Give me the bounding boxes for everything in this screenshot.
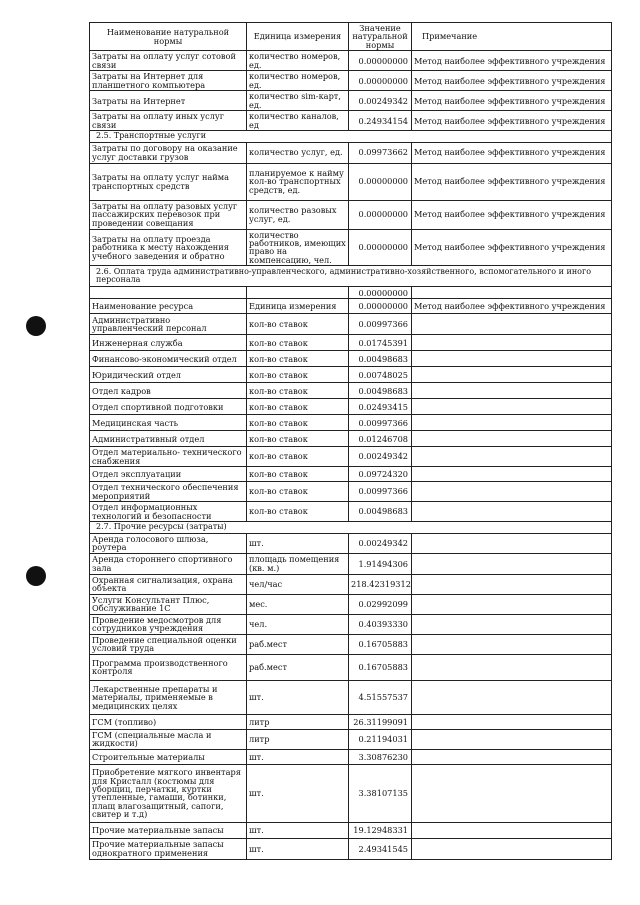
table-row (90, 367, 612, 383)
cell-unit: кол-во ставок (247, 351, 349, 367)
table-body (90, 51, 612, 860)
cell-note (412, 534, 612, 554)
table-row (90, 51, 612, 71)
cell-name: Административно управленческий персонал (90, 314, 247, 335)
cell-name: Прочие материальные запасы (90, 822, 247, 838)
cell-note (412, 764, 612, 822)
cell-name: Услуги Консультант Плюс, Обслуживание 1С (90, 594, 247, 614)
cell-unit: шт. (247, 680, 349, 714)
table-row (90, 351, 612, 367)
cell-name: Юридический отдел (90, 367, 247, 383)
table-row (90, 314, 612, 335)
cell-note (412, 594, 612, 614)
cell-note (412, 553, 612, 574)
cell-value: 218.42319312 (349, 574, 412, 594)
cell-note (412, 383, 612, 399)
cell-name: Проведение специальной оценки условий труда (90, 634, 247, 654)
cell-value: 0.21194031 (349, 729, 412, 749)
cell-note (412, 431, 612, 447)
table-row (90, 553, 612, 574)
cell-value: 0.00249342 (349, 534, 412, 554)
cell-unit: шт. (247, 534, 349, 554)
cell-unit: шт. (247, 749, 349, 764)
cell-note (412, 335, 612, 351)
table-row (90, 415, 612, 431)
cell-note: Метод наиболее эффективного учреждения (412, 229, 612, 266)
cell-note (412, 729, 612, 749)
norms-table (89, 22, 612, 860)
table-row (90, 287, 612, 299)
table-row (90, 91, 612, 111)
cell-value: 0.01246708 (349, 431, 412, 447)
cell-unit: кол-во ставок (247, 383, 349, 399)
table-row (90, 502, 612, 522)
table-row (90, 574, 612, 594)
table-row (90, 822, 612, 838)
cell-unit: количество разовых услуг, ед. (247, 200, 349, 229)
cell-value: 0.00498683 (349, 383, 412, 399)
cell-name: Охранная сигнализация, охрана объекта (90, 574, 247, 594)
cell-name: Наименование ресурса (90, 299, 247, 314)
cell-name: Прочие материальные запасы однократного применения (90, 838, 247, 859)
cell-name: Затраты на оплату услуг сотовой связи (90, 51, 247, 71)
table-row (90, 399, 612, 415)
cell-unit (247, 287, 349, 299)
cell-note: Метод наиболее эффективного учреждения (412, 163, 612, 200)
cell-name: Лекарственные препараты и материалы, применяемые в медицинских целях (90, 680, 247, 714)
cell-note (412, 367, 612, 383)
cell-name: Отдел материально- технического снабжения (90, 447, 247, 467)
cell-note (412, 287, 612, 299)
cell-name: Затраты на оплату услуг найма транспортных средств (90, 163, 247, 200)
section-header-row (90, 522, 612, 534)
cell-value: 2.49341545 (349, 838, 412, 859)
table-row (90, 447, 612, 467)
cell-name (90, 287, 247, 299)
table-row (90, 383, 612, 399)
cell-note (412, 399, 612, 415)
section-title: 2.7. Прочие ресурсы (затраты) (90, 522, 612, 534)
cell-unit: кол-во ставок (247, 367, 349, 383)
cell-value: 0.00498683 (349, 351, 412, 367)
cell-value: 0.09724320 (349, 467, 412, 482)
cell-value: 0.09973662 (349, 142, 412, 163)
cell-value: 0.00997366 (349, 415, 412, 431)
cell-unit: Единица измерения (247, 299, 349, 314)
cell-unit: количество работников, имеющих право на компенсацию, чел. (247, 229, 349, 266)
header-value: Значение натуральной нормы (349, 23, 412, 51)
cell-unit: количество sim-карт, ед. (247, 91, 349, 111)
table-row (90, 200, 612, 229)
table-row (90, 714, 612, 729)
cell-unit: количество каналов, ед (247, 111, 349, 131)
cell-value: 0.00997366 (349, 482, 412, 502)
table-row (90, 71, 612, 91)
cell-name: ГСМ (топливо) (90, 714, 247, 729)
header-note: Примечание (412, 23, 612, 51)
cell-name: Строительные материалы (90, 749, 247, 764)
cell-unit: кол-во ставок (247, 482, 349, 502)
cell-note: Метод наиболее эффективного учреждения (412, 71, 612, 91)
cell-note (412, 314, 612, 335)
cell-name: Затраты на оплату разовых услуг пассажирских перевозок при проведении совещания (90, 200, 247, 229)
cell-note (412, 822, 612, 838)
cell-value: 0.00000000 (349, 287, 412, 299)
cell-note (412, 654, 612, 680)
cell-name: Отдел кадров (90, 383, 247, 399)
cell-unit: кол-во ставок (247, 502, 349, 522)
cell-unit: количество номеров, ед. (247, 71, 349, 91)
cell-note (412, 714, 612, 729)
cell-note (412, 351, 612, 367)
cell-note (412, 574, 612, 594)
cell-unit: шт. (247, 764, 349, 822)
cell-unit: раб.мест (247, 654, 349, 680)
cell-value: 0.00000000 (349, 71, 412, 91)
cell-value: 26.31199091 (349, 714, 412, 729)
cell-value: 0.16705883 (349, 634, 412, 654)
section-header-row (90, 266, 612, 287)
table-header-row (90, 23, 612, 51)
cell-unit: раб.мест (247, 634, 349, 654)
cell-note (412, 482, 612, 502)
cell-value: 0.01745391 (349, 335, 412, 351)
cell-note: Метод наиболее эффективного учреждения (412, 200, 612, 229)
cell-value: 0.16705883 (349, 654, 412, 680)
cell-note (412, 749, 612, 764)
table-row (90, 749, 612, 764)
cell-name: Отдел эксплуатации (90, 467, 247, 482)
table-row (90, 634, 612, 654)
table-row (90, 142, 612, 163)
cell-note (412, 614, 612, 634)
cell-value: 0.00000000 (349, 51, 412, 71)
cell-value: 0.00748025 (349, 367, 412, 383)
cell-note (412, 838, 612, 859)
cell-value: 0.00000000 (349, 200, 412, 229)
cell-value: 1.91494306 (349, 553, 412, 574)
table-row (90, 614, 612, 634)
cell-note: Метод наиболее эффективного учреждения (412, 299, 612, 314)
cell-unit: кол-во ставок (247, 314, 349, 335)
cell-value: 0.00997366 (349, 314, 412, 335)
cell-note (412, 502, 612, 522)
cell-value: 0.02493415 (349, 399, 412, 415)
cell-name: Затраты на оплату проезда работника к месту нахождения учебного заведения и обратно (90, 229, 247, 266)
cell-unit: количество номеров, ед. (247, 51, 349, 71)
cell-name: Проведение медосмотров для сотрудников учреждения (90, 614, 247, 634)
table-row (90, 764, 612, 822)
cell-unit: литр (247, 714, 349, 729)
cell-unit: кол-во ставок (247, 335, 349, 351)
cell-value: 3.38107135 (349, 764, 412, 822)
cell-name: Затраты на Интернет для планшетного компьютера (90, 71, 247, 91)
cell-unit: кол-во ставок (247, 431, 349, 447)
cell-value: 0.00000000 (349, 229, 412, 266)
cell-name: Затраты по договору на оказание услуг доставки грузов (90, 142, 247, 163)
table-row (90, 335, 612, 351)
header-unit: Единица измерения (247, 23, 349, 51)
table-row (90, 482, 612, 502)
table-row (90, 431, 612, 447)
cell-unit: кол-во ставок (247, 447, 349, 467)
cell-name: Медицинская часть (90, 415, 247, 431)
cell-value: 0.40393330 (349, 614, 412, 634)
cell-name: Аренда голосового шлюза, роутера (90, 534, 247, 554)
cell-value: 0.00249342 (349, 91, 412, 111)
cell-unit: площадь помещения (кв. м.) (247, 553, 349, 574)
cell-name: Приобретение мягкого инвентаря для Кристалл (костюмы для уборщиц, перчатки, куртки утепленные, гамаши, ботинки, плащ влагозащитный, сапоги, свитер и т.д) (90, 764, 247, 822)
table-row (90, 534, 612, 554)
cell-value: 19.12948331 (349, 822, 412, 838)
table-row (90, 299, 612, 314)
cell-value: 4.51557537 (349, 680, 412, 714)
cell-name: Инженерная служба (90, 335, 247, 351)
cell-name: Программа производственного контроля (90, 654, 247, 680)
cell-name: Административный отдел (90, 431, 247, 447)
punch-hole-bottom (26, 566, 46, 586)
punch-hole-top (26, 316, 46, 336)
table-row (90, 838, 612, 859)
cell-unit: чел/час (247, 574, 349, 594)
cell-note: Метод наиболее эффективного учреждения (412, 91, 612, 111)
cell-note: Метод наиболее эффективного учреждения (412, 142, 612, 163)
cell-value: 3.30876230 (349, 749, 412, 764)
table-row (90, 229, 612, 266)
cell-unit: кол-во ставок (247, 415, 349, 431)
cell-note (412, 415, 612, 431)
table-row (90, 680, 612, 714)
table-row (90, 467, 612, 482)
cell-name: Отдел технического обеспечения мероприятий (90, 482, 247, 502)
table-row (90, 111, 612, 131)
cell-name: ГСМ (специальные масла и жидкости) (90, 729, 247, 749)
cell-unit: кол-во ставок (247, 467, 349, 482)
cell-name: Аренда стороннего спортивного зала (90, 553, 247, 574)
cell-value: 0.00000000 (349, 163, 412, 200)
cell-name: Затраты на Интернет (90, 91, 247, 111)
cell-unit: литр (247, 729, 349, 749)
cell-unit: планируемое к найму кол-во транспортных средств, ед. (247, 163, 349, 200)
cell-note (412, 447, 612, 467)
cell-name: Отдел информационных технологий и безопасности (90, 502, 247, 522)
cell-unit: шт. (247, 838, 349, 859)
cell-unit: мес. (247, 594, 349, 614)
table-row (90, 594, 612, 614)
cell-note: Метод наиболее эффективного учреждения (412, 111, 612, 131)
cell-unit: количество услуг, ед. (247, 142, 349, 163)
table-row (90, 654, 612, 680)
cell-name: Затраты на оплату иных услуг связи (90, 111, 247, 131)
cell-unit: чел. (247, 614, 349, 634)
cell-unit: кол-во ставок (247, 399, 349, 415)
cell-note: Метод наиболее эффективного учреждения (412, 51, 612, 71)
cell-note (412, 467, 612, 482)
table-row (90, 729, 612, 749)
cell-value: 0.00000000 (349, 299, 412, 314)
table-row (90, 163, 612, 200)
cell-value: 0.00498683 (349, 502, 412, 522)
cell-value: 0.24934154 (349, 111, 412, 131)
cell-value: 0.00249342 (349, 447, 412, 467)
cell-note (412, 634, 612, 654)
section-title: 2.5. Транспортные услуги (90, 131, 612, 142)
section-header-row (90, 131, 612, 142)
header-name: Наименование натуральной нормы (90, 23, 247, 51)
cell-value: 0.02992099 (349, 594, 412, 614)
cell-note (412, 680, 612, 714)
cell-name: Финансово-экономический отдел (90, 351, 247, 367)
cell-name: Отдел спортивной подготовки (90, 399, 247, 415)
section-title: 2.6. Оплата труда административно-управленческого, административно-хозяйственного, вспомогательного и иного персонала (90, 266, 612, 287)
cell-unit: шт. (247, 822, 349, 838)
